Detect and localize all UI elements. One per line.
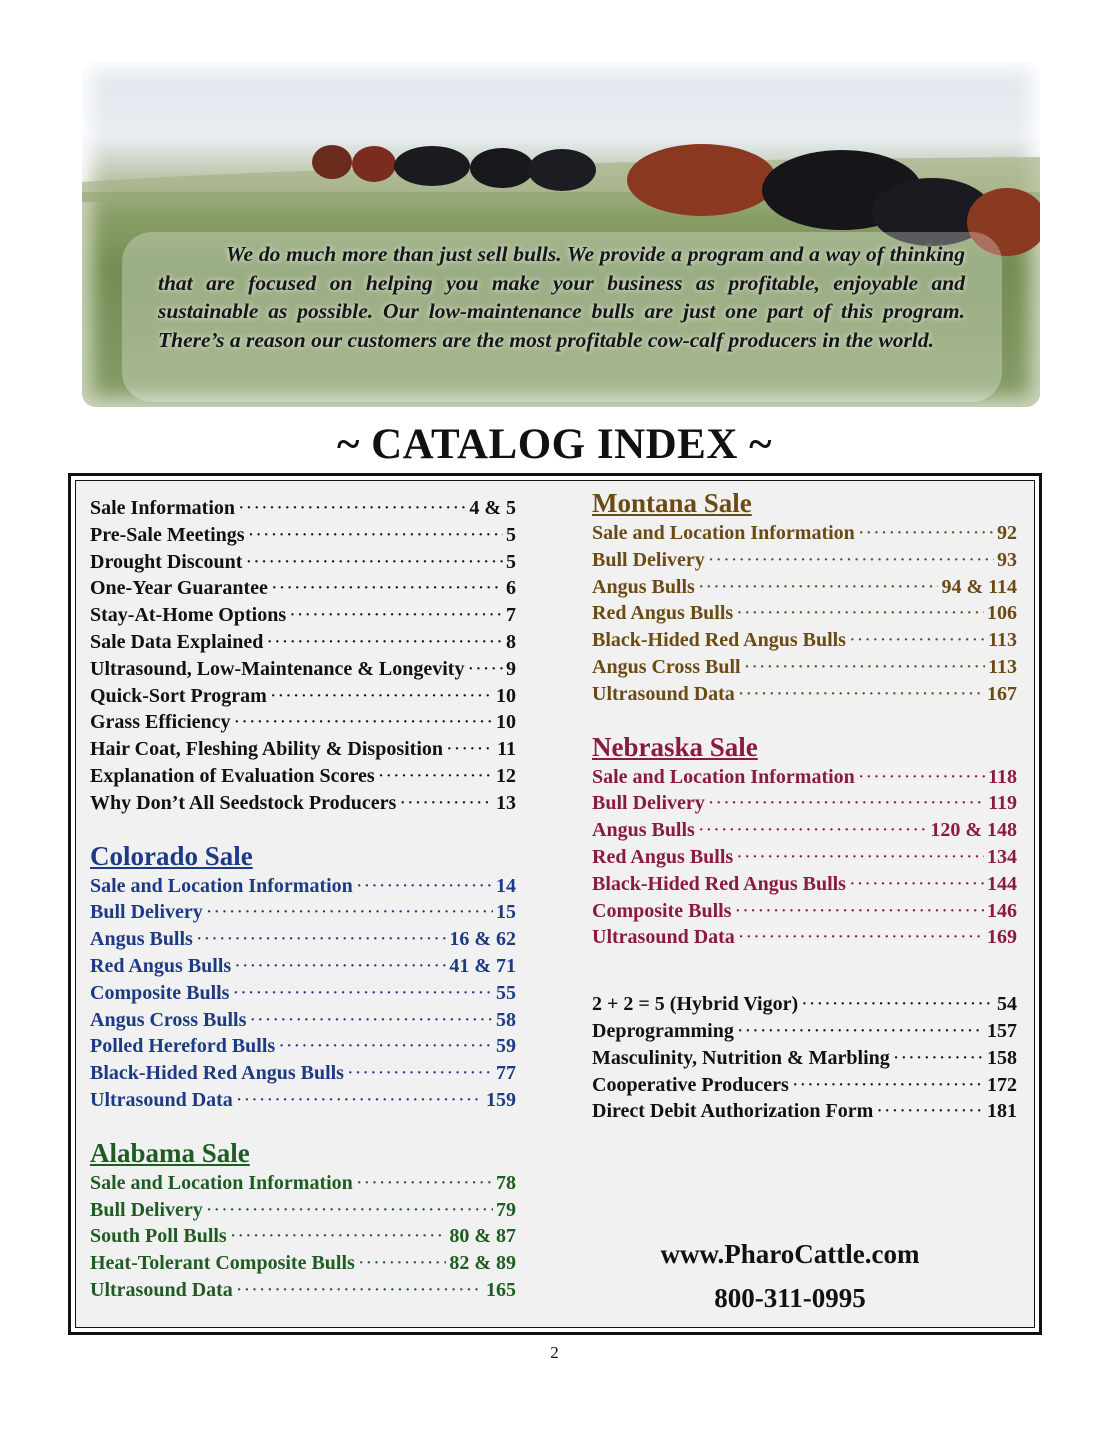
entry-page: 181: [987, 1100, 1017, 1123]
entry-page: 158: [987, 1046, 1017, 1069]
dot-leader: [270, 683, 493, 710]
dot-leader: [236, 1277, 483, 1304]
dot-leader: [236, 1087, 483, 1114]
entry-page: 82 & 89: [449, 1252, 516, 1275]
entry-label: Angus Bulls: [90, 928, 193, 951]
entry-page: 134: [987, 845, 1017, 868]
index-entry[interactable]: [90, 1223, 516, 1250]
entry-label: Sale and Location Information: [90, 874, 353, 897]
index-entry[interactable]: [90, 1170, 516, 1197]
dot-leader: [356, 1170, 493, 1197]
index-entry[interactable]: [90, 522, 516, 549]
entry-label: Sale and Location Information: [592, 522, 855, 544]
dot-leader: [234, 709, 493, 736]
dot-leader: [266, 629, 503, 656]
dot-leader: [399, 790, 493, 817]
dot-leader: [278, 1033, 493, 1060]
colorado-heading[interactable]: Colorado Sale: [90, 840, 253, 871]
index-entry[interactable]: [90, 1277, 516, 1304]
dot-leader: [738, 681, 984, 708]
index-entry[interactable]: [90, 873, 516, 900]
dot-leader: [893, 1045, 984, 1072]
dot-leader: [734, 898, 984, 925]
dot-leader: [230, 1223, 447, 1250]
dot-leader: [232, 980, 493, 1007]
entry-label: Ultrasound Data: [592, 926, 735, 949]
entry-page: 77: [496, 1062, 516, 1085]
index-entry[interactable]: [90, 899, 516, 926]
entry-page: 144: [987, 872, 1017, 895]
entry-page: 14: [496, 874, 516, 897]
nebraska-heading[interactable]: Nebraska Sale: [592, 731, 758, 762]
entry-label: Cooperative Producers: [592, 1073, 789, 1096]
entry-page: 6: [506, 577, 516, 600]
entry-label: Red Angus Bulls: [592, 845, 734, 868]
entry-label: Ultrasound Data: [90, 1278, 233, 1301]
entry-label: South Poll Bulls: [90, 1225, 227, 1248]
entry-page: 79: [496, 1198, 516, 1221]
entry-label: Stay-At-Home Options: [90, 604, 287, 627]
index-entry[interactable]: [90, 683, 516, 710]
page-number: 2: [550, 1343, 559, 1362]
dot-leader: [737, 1018, 984, 1045]
entry-page: 11: [497, 738, 516, 761]
hero-photo: [82, 62, 1040, 407]
index-entry[interactable]: [592, 844, 1017, 871]
index-entry[interactable]: [90, 549, 516, 576]
dot-leader: [248, 522, 503, 549]
entry-label: Angus Bulls: [592, 819, 695, 842]
entry-label: Bull Delivery: [592, 548, 705, 571]
index-entry[interactable]: [90, 709, 516, 736]
dot-leader: [801, 991, 994, 1018]
entry-label: 2 + 2 = 5 (Hybrid Vigor): [592, 993, 799, 1016]
website-link[interactable]: www.PharoCattle.com: [660, 1239, 920, 1269]
index-entry[interactable]: [90, 1250, 516, 1277]
entry-label: One-Year Guarantee: [90, 577, 268, 600]
dot-leader: [744, 654, 986, 681]
entry-page: 157: [987, 1019, 1017, 1042]
entry-page: 12: [496, 764, 516, 787]
dot-leader: [289, 602, 503, 629]
entry-label: Sale and Location Information: [90, 1171, 353, 1194]
index-entry[interactable]: [592, 547, 1017, 574]
dot-leader: [378, 763, 493, 790]
entry-page: 4 & 5: [469, 497, 516, 519]
entry-label: Hair Coat, Fleshing Ability & Disposition: [90, 738, 444, 761]
index-entry[interactable]: [592, 924, 1017, 951]
dot-leader: [708, 790, 985, 817]
entry-label: Direct Debit Authorization Form: [592, 1100, 874, 1123]
dot-leader: [708, 547, 994, 574]
index-right-column: [592, 486, 1017, 1125]
dot-leader: [736, 600, 984, 627]
entry-page: 10: [496, 711, 516, 734]
index-entry[interactable]: [592, 1018, 1017, 1045]
entry-page: 55: [496, 981, 516, 1004]
entry-page: 7: [506, 604, 516, 627]
entry-label: Ultrasound Data: [90, 1088, 233, 1111]
index-entry[interactable]: [592, 574, 1017, 601]
entry-page: 41 & 71: [449, 954, 516, 977]
entry-label: Bull Delivery: [90, 1198, 203, 1221]
index-entry[interactable]: [90, 1197, 516, 1224]
index-entry[interactable]: [90, 763, 516, 790]
dot-leader: [206, 899, 493, 926]
dot-leader: [249, 1007, 493, 1034]
index-entry[interactable]: [592, 790, 1017, 817]
index-entry[interactable]: [592, 871, 1017, 898]
entry-label: Angus Bulls: [592, 575, 695, 598]
entry-label: Explanation of Evaluation Scores: [90, 764, 375, 787]
dot-leader: [792, 1072, 984, 1099]
entry-page: 169: [987, 926, 1017, 949]
dot-leader: [347, 1060, 493, 1087]
entry-page: 58: [496, 1008, 516, 1031]
entry-label: Sale and Location Information: [592, 765, 855, 788]
entry-label: Black-Hided Red Angus Bulls: [592, 629, 846, 652]
entry-page: 113: [988, 629, 1017, 652]
dot-leader: [858, 764, 985, 791]
entry-page: 106: [987, 602, 1017, 625]
entry-page: 146: [987, 899, 1017, 922]
index-entry[interactable]: [592, 520, 1017, 547]
entry-label: Ultrasound Data: [592, 682, 735, 705]
entry-label: Red Angus Bulls: [90, 954, 232, 977]
entry-page: 120 & 148: [930, 819, 1017, 842]
index-entry[interactable]: [592, 627, 1017, 654]
index-entry[interactable]: [592, 1098, 1017, 1125]
dot-leader: [698, 817, 927, 844]
other-list: [592, 991, 1017, 1125]
entry-page: 165: [486, 1278, 516, 1301]
dot-leader: [206, 1197, 493, 1224]
entry-page: 59: [496, 1035, 516, 1058]
dot-leader: [196, 926, 446, 953]
index-entry[interactable]: [90, 980, 516, 1007]
index-entry[interactable]: [90, 1007, 516, 1034]
entry-label: Heat-Tolerant Composite Bulls: [90, 1252, 355, 1275]
index-left-column: [90, 495, 516, 1304]
index-entry[interactable]: [592, 1072, 1017, 1099]
montana-section: [592, 486, 1017, 708]
entry-page: 15: [496, 901, 516, 924]
entry-label: Quick-Sort Program: [90, 684, 267, 707]
catalog-index-title: ~ CATALOG INDEX ~: [336, 421, 773, 468]
entry-label: Bull Delivery: [592, 792, 705, 815]
entry-page: 54: [997, 993, 1017, 1016]
entry-label: Ultrasound, Low-Maintenance & Longevity: [90, 657, 465, 680]
entry-label: Red Angus Bulls: [592, 602, 734, 625]
index-entry[interactable]: [90, 926, 516, 953]
entry-label: Deprogramming: [592, 1019, 734, 1042]
montana-heading[interactable]: Montana Sale: [592, 488, 752, 518]
entry-label: Masculinity, Nutrition & Marbling: [592, 1046, 890, 1069]
dot-leader: [738, 924, 984, 951]
entry-label: Angus Cross Bulls: [90, 1008, 247, 1031]
dot-leader: [238, 495, 466, 522]
entry-page: 119: [988, 792, 1017, 815]
entry-label: Black-Hided Red Angus Bulls: [592, 872, 846, 895]
dot-leader: [234, 953, 446, 980]
dot-leader: [736, 844, 984, 871]
index-entry[interactable]: [90, 575, 516, 602]
general-list: [90, 495, 516, 817]
colorado-section: [90, 839, 516, 1114]
entry-label: Drought Discount: [90, 550, 243, 573]
entry-label: Polled Hereford Bulls: [90, 1035, 276, 1058]
entry-page: 172: [987, 1073, 1017, 1096]
entry-page: 78: [496, 1171, 516, 1194]
dot-leader: [876, 1098, 984, 1125]
index-entry[interactable]: [90, 495, 516, 522]
alabama-section: [90, 1136, 516, 1304]
index-entry[interactable]: [90, 790, 516, 817]
dot-leader: [358, 1250, 447, 1277]
dot-leader: [446, 736, 494, 763]
entry-label: Grass Efficiency: [90, 711, 231, 734]
index-entry[interactable]: [592, 817, 1017, 844]
dot-leader: [271, 575, 503, 602]
index-entry[interactable]: [592, 764, 1017, 791]
entry-label: Sale Data Explained: [90, 630, 264, 653]
entry-page: 16 & 62: [449, 928, 516, 951]
index-entry[interactable]: [90, 656, 516, 683]
entry-label: Composite Bulls: [90, 981, 230, 1004]
entry-page: 118: [988, 765, 1017, 788]
index-entry[interactable]: [90, 629, 516, 656]
index-entry[interactable]: [592, 681, 1017, 708]
entry-label: Black-Hided Red Angus Bulls: [90, 1062, 344, 1085]
entry-page: 93: [997, 548, 1017, 571]
index-entry[interactable]: [90, 1033, 516, 1060]
entry-label: Angus Cross Bull: [592, 655, 741, 678]
index-entry[interactable]: [90, 1060, 516, 1087]
dot-leader: [245, 549, 503, 576]
index-entry[interactable]: [592, 1045, 1017, 1072]
entry-page: 13: [496, 791, 516, 814]
dot-leader: [698, 574, 939, 601]
entry-page: 167: [987, 682, 1017, 705]
index-entry[interactable]: [592, 898, 1017, 925]
entry-page: 80 & 87: [449, 1225, 516, 1248]
dot-leader: [356, 873, 493, 900]
dot-leader: [849, 627, 985, 654]
index-entry[interactable]: [592, 654, 1017, 681]
index-entry[interactable]: [90, 1087, 516, 1114]
entry-page: 159: [486, 1088, 516, 1111]
dot-leader: [858, 520, 994, 547]
entry-page: 10: [496, 684, 516, 707]
entry-page: 92: [997, 522, 1017, 544]
entry-page: 8: [506, 630, 516, 653]
index-entry[interactable]: [90, 602, 516, 629]
nebraska-section: [592, 730, 1017, 952]
phone-number: 800-311-0995: [714, 1283, 866, 1313]
index-entry[interactable]: [90, 953, 516, 980]
entry-label: Composite Bulls: [592, 899, 732, 922]
entry-page: 113: [988, 655, 1017, 678]
entry-label: Bull Delivery: [90, 901, 203, 924]
alabama-heading[interactable]: Alabama Sale: [90, 1137, 250, 1168]
index-entry[interactable]: [592, 600, 1017, 627]
entry-label: Why Don’t All Seedstock Producers: [90, 791, 397, 814]
entry-page: 5: [506, 550, 516, 573]
cattle-pasture-illustration: [82, 62, 1040, 407]
entry-page: 5: [506, 523, 516, 546]
dot-leader: [849, 871, 984, 898]
entry-label: Sale Information: [90, 497, 235, 519]
entry-page: 94 & 114: [941, 575, 1017, 598]
entry-label: Pre-Sale Meetings: [90, 523, 245, 546]
dot-leader: [467, 656, 503, 683]
hero-quote: [158, 240, 965, 354]
index-entry[interactable]: [90, 736, 516, 763]
entry-page: 9: [506, 657, 516, 680]
hero-quote-text: We do much more than just sell bulls. We provide a program and a way of thinking that are focused on helping you make your business as profitable, enjoyable and sustainable as possible. Our low-maintenance bulls are just one part of this program. There’s a reason our customers are the most profitable cow-calf producers in the world.: [158, 242, 965, 352]
index-entry[interactable]: [592, 991, 1017, 1018]
